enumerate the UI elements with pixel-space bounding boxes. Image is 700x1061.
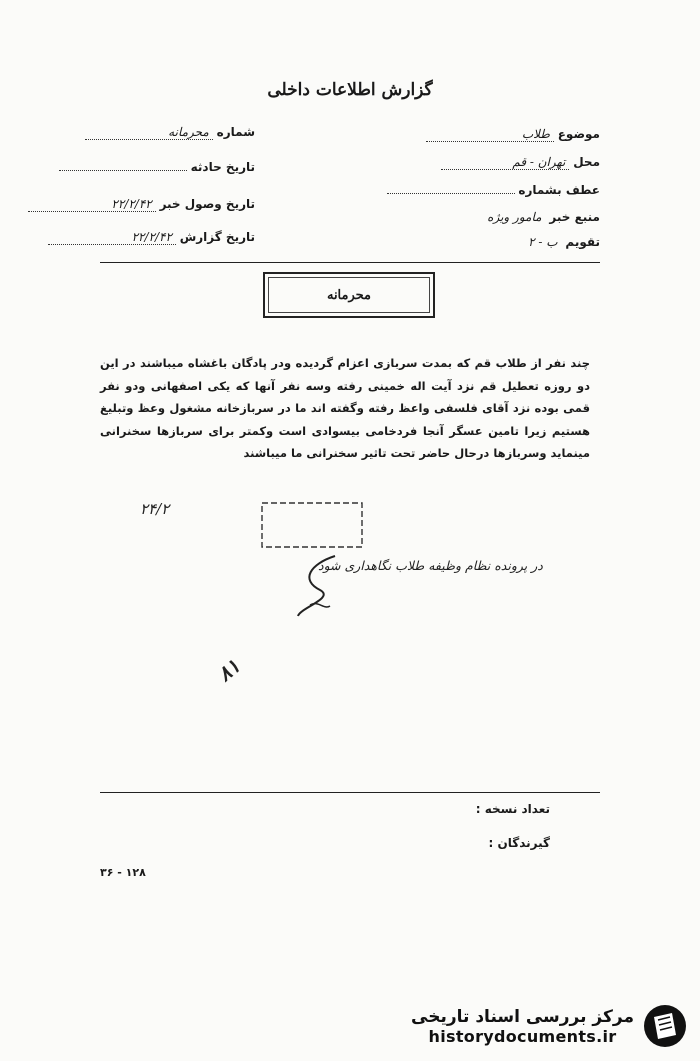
place-field [441, 155, 600, 170]
number-field [85, 125, 255, 140]
place-value: تهران - قم [441, 155, 569, 170]
number-value: محرمانه [85, 125, 213, 140]
handwritten-sign: ۸۱ [212, 653, 245, 687]
subject-field [426, 127, 600, 142]
empty-box-mark [260, 495, 370, 555]
signature-mark [290, 550, 350, 620]
report-date-field [48, 230, 255, 245]
reference-field [387, 183, 600, 197]
place-label: محل [573, 155, 600, 169]
incident-date-value [59, 170, 187, 171]
handwritten-number: ۲۴/۲ [140, 500, 170, 518]
page-title: گزارش اطلاعات داخلی [267, 80, 433, 100]
copies-label: تعداد نسخه : [475, 802, 550, 816]
stamp-text: محرمانه [326, 287, 372, 303]
evaluation-value: ب - ۲ [528, 235, 558, 249]
source-value: مامور ویژه [487, 210, 542, 224]
received-date-label: تاریخ وصول خبر [159, 197, 255, 211]
reference-value [387, 193, 515, 194]
footer-divider [100, 792, 600, 793]
reference-label: عطف بشماره [518, 183, 600, 197]
recipients-label: گیرندگان : [488, 836, 550, 850]
report-date-label: تاریخ گزارش [179, 230, 255, 244]
evaluation-label: تقویم [565, 235, 600, 249]
evaluation-field [434, 235, 600, 249]
incident-date-field [59, 160, 255, 174]
handwritten-annotation: در پرونده نظام وظیفه طلاب نگاهداری شود [318, 558, 543, 573]
archive-logo [388, 1000, 688, 1052]
report-date-value: ۲۲/۲/۴۲ [48, 230, 176, 245]
archive-emblem-icon [642, 1003, 688, 1049]
classification-stamp [263, 272, 435, 318]
incident-date-label: تاریخ حادثه [190, 160, 255, 174]
received-date-field [28, 197, 255, 212]
document-number: ۱۲۸ - ۳۶ [100, 866, 146, 879]
number-label: شماره [216, 125, 255, 139]
source-field [418, 210, 600, 224]
archive-name: مرکز بررسی اسناد تاریخی [411, 1006, 634, 1027]
header-divider [100, 262, 600, 263]
archive-site: historydocuments.ir [428, 1026, 617, 1046]
subject-value: طلاب [426, 127, 554, 142]
report-body: چند نفر از طلاب قم که بمدت سربازی اعزام گردیده ودر پادگان باغشاه میباشند در این دو روزه تعطیل قم نزد آیت اله خمینی رفته وسه نفر آنها که یکی اصفهانی ودو نفر قمی بوده نزد آقای فلسفی واعظ رفته وگفته اند ما در سربازخانه مشغول وعظ وتبلیغ هستیم زیرا تامین عسگر آنجا فردخامی بیسوادی است وکمتر برای سربازها سخنرانی مینماید وسربازها درحال حاضر تحت تاثیر سخنرانی ما میباشند [100, 356, 590, 460]
received-date-value: ۲۲/۲/۴۲ [28, 197, 156, 212]
subject-label: موضوع [557, 127, 600, 141]
source-label: منبع خبر [549, 210, 600, 224]
